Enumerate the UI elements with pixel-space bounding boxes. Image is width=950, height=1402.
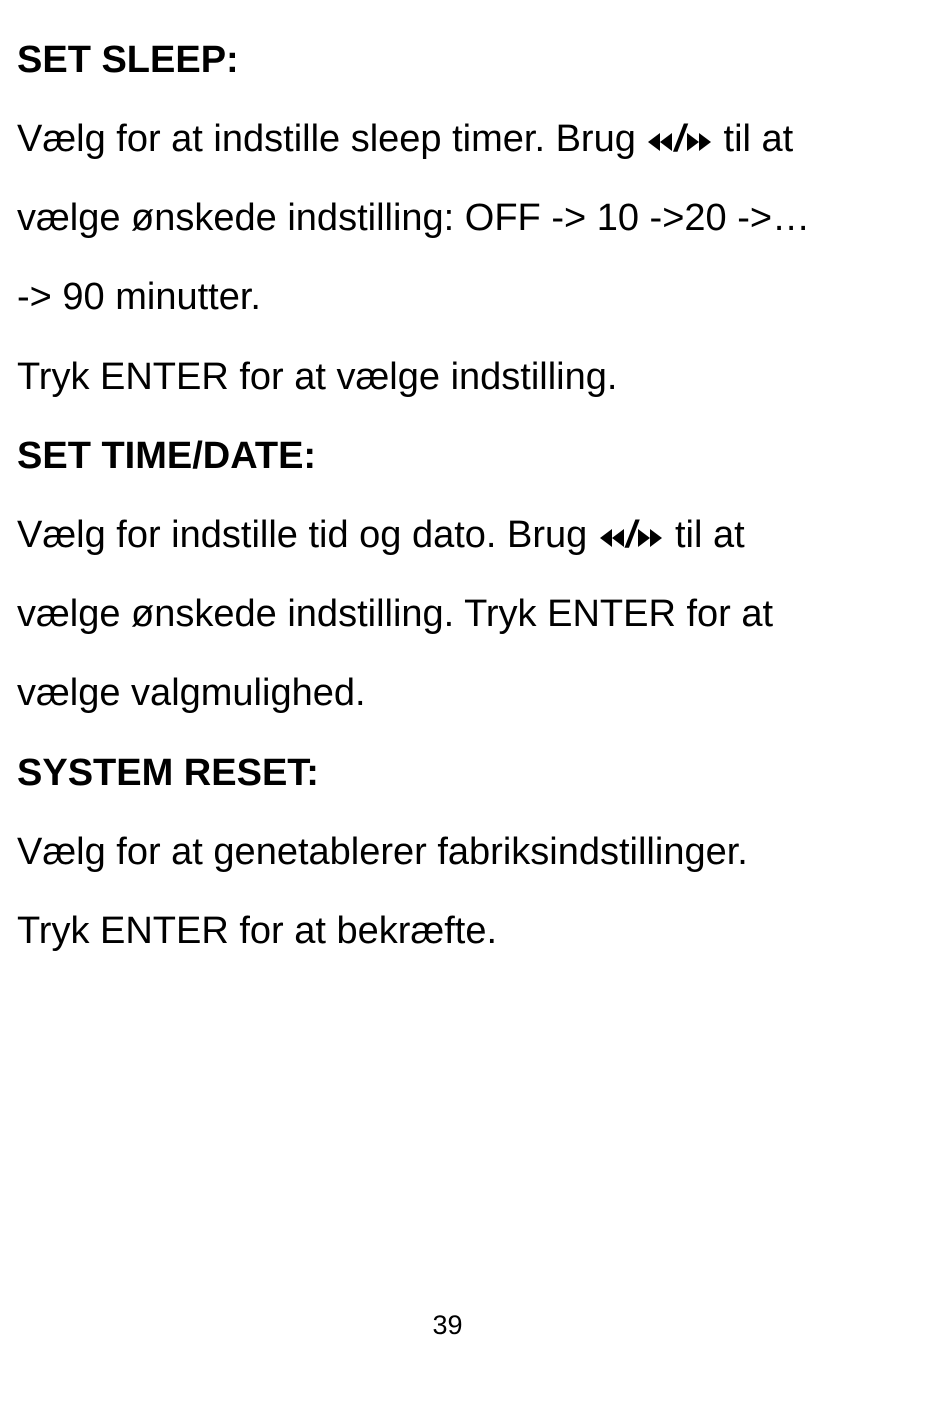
system-reset-line-1: Vælg for at genetablerer fabriksindstillinger. [17, 831, 748, 873]
set-sleep-line-3: -> 90 minutter. [17, 276, 261, 318]
set-sleep-line-1-text: Vælg for at indstille sleep timer. Brug [17, 118, 647, 160]
set-time-date-line-1 [17, 513, 745, 559]
skip-back-icon [598, 515, 626, 559]
set-time-date-line-2: vælge ønskede indstilling. Tryk ENTER for at [17, 593, 774, 635]
set-time-date-heading: SET TIME/DATE: [17, 435, 317, 477]
skip-back-icon [646, 119, 674, 163]
set-sleep-line-4: Tryk ENTER for at vælge indstilling. [17, 356, 618, 398]
set-sleep-line-2: vælge ønskede indstilling: OFF -> 10 ->20 ->… [17, 197, 811, 239]
set-sleep-line-1 [17, 117, 793, 163]
set-time-date-line-1-text: Vælg for indstille tid og dato. Brug [17, 514, 598, 556]
page-number: 39 [432, 1310, 463, 1340]
skip-forward-icon [685, 119, 713, 163]
system-reset-heading: SYSTEM RESET: [17, 752, 319, 794]
skip-forward-icon [636, 515, 664, 559]
icon-separator: / [625, 514, 637, 556]
system-reset-line-2: Tryk ENTER for at bekræfte. [17, 910, 498, 952]
icon-separator: / [674, 118, 685, 160]
set-sleep-heading: SET SLEEP: [17, 39, 239, 81]
set-time-date-line-3: vælge valgmulighed. [17, 672, 366, 714]
set-sleep-line-1-suffix: til at [712, 118, 794, 160]
set-time-date-line-1-suffix: til at [664, 514, 745, 556]
